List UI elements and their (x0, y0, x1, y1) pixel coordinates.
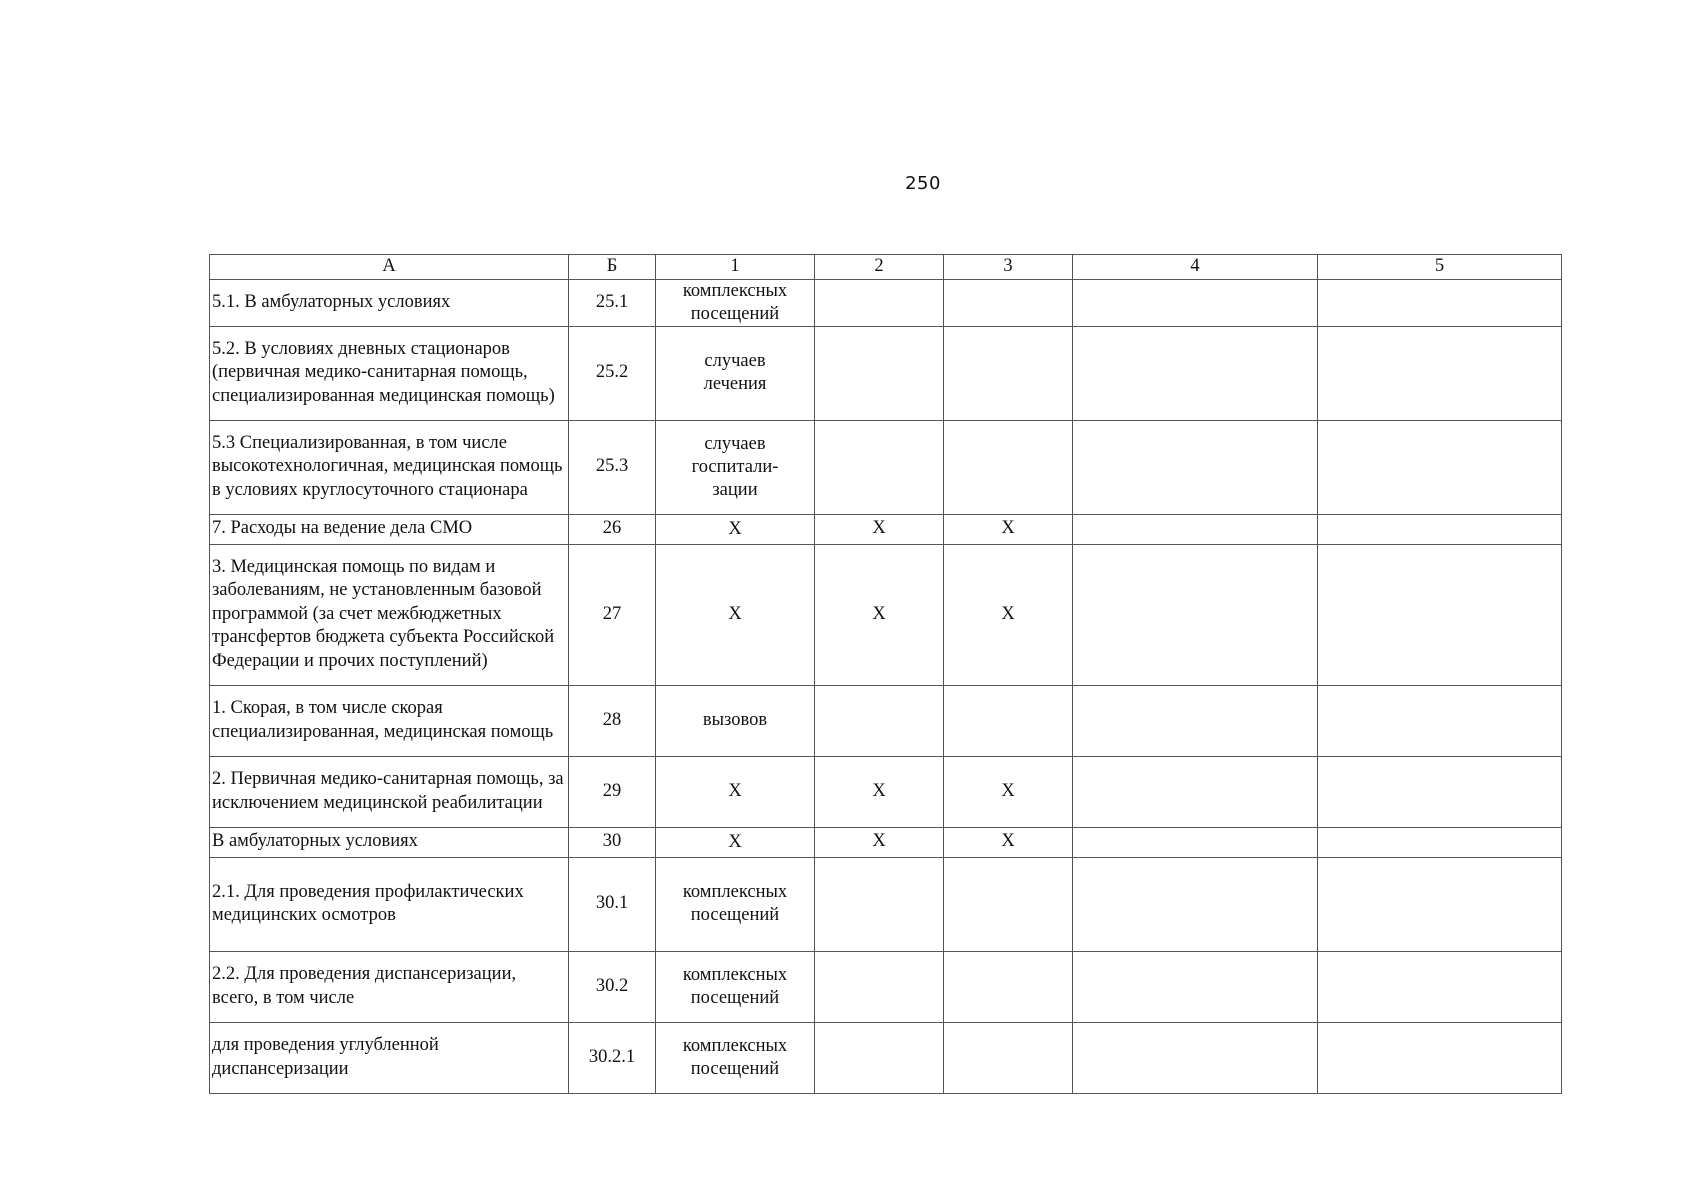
row-unit: Х (656, 756, 815, 827)
row-col-4 (1073, 951, 1318, 1022)
row-unit: Х (656, 514, 815, 544)
table-row (210, 857, 1562, 951)
row-col-4 (1073, 420, 1318, 514)
row-code: 27 (569, 544, 656, 685)
header-col-3: 3 (944, 255, 1073, 280)
row-code: 30.1 (569, 857, 656, 951)
row-col-2 (815, 951, 944, 1022)
row-unit: случаев лечения (656, 326, 815, 420)
row-col-5 (1318, 756, 1562, 827)
row-col-3: Х (944, 514, 1073, 544)
row-col-5 (1318, 951, 1562, 1022)
row-col-2 (815, 279, 944, 326)
row-col-3 (944, 279, 1073, 326)
row-unit: случаев госпитали-зации (656, 420, 815, 514)
row-col-2: Х (815, 544, 944, 685)
row-label: 7. Расходы на ведение дела СМО (210, 514, 569, 544)
table-row (210, 827, 1562, 857)
report-table (209, 254, 1562, 1094)
table-row (210, 685, 1562, 756)
header-col-b: Б (569, 255, 656, 280)
row-label: В амбулаторных условиях (210, 827, 569, 857)
table-row (210, 420, 1562, 514)
row-col-5 (1318, 685, 1562, 756)
row-code: 28 (569, 685, 656, 756)
row-unit: Х (656, 544, 815, 685)
row-col-2: Х (815, 827, 944, 857)
row-code: 25.1 (569, 279, 656, 326)
table-row (210, 544, 1562, 685)
row-label: 3. Медицинская помощь по видам и заболеваниям, не установленным базовой программой (за счет межбюджетных трансфертов бюджета субъекта Российской Федерации и прочих поступлений) (210, 544, 569, 685)
row-unit: Х (656, 827, 815, 857)
row-col-3 (944, 420, 1073, 514)
row-col-3 (944, 857, 1073, 951)
row-col-5 (1318, 1022, 1562, 1093)
row-col-3 (944, 326, 1073, 420)
row-code: 25.2 (569, 326, 656, 420)
row-col-5 (1318, 420, 1562, 514)
header-col-4: 4 (1073, 255, 1318, 280)
row-col-4 (1073, 857, 1318, 951)
row-code: 30.2.1 (569, 1022, 656, 1093)
row-label: 5.3 Специализированная, в том числе высокотехнологичная, медицинская помощь в условиях круглосуточного стационара (210, 420, 569, 514)
row-col-4 (1073, 279, 1318, 326)
header-col-a: А (210, 255, 569, 280)
header-col-1: 1 (656, 255, 815, 280)
row-col-2 (815, 1022, 944, 1093)
row-unit: вызовов (656, 685, 815, 756)
row-col-3: Х (944, 544, 1073, 685)
row-label: 2.2. Для проведения диспансеризации, всего, в том числе (210, 951, 569, 1022)
header-col-2: 2 (815, 255, 944, 280)
row-col-5 (1318, 514, 1562, 544)
page-number: 250 (905, 173, 941, 194)
table-row (210, 951, 1562, 1022)
table-row (210, 326, 1562, 420)
row-col-4 (1073, 1022, 1318, 1093)
row-label: для проведения углубленной диспансеризации (210, 1022, 569, 1093)
row-label: 5.1. В амбулаторных условиях (210, 279, 569, 326)
row-col-5 (1318, 544, 1562, 685)
table-row (210, 756, 1562, 827)
row-unit: комплексных посещений (656, 1022, 815, 1093)
row-col-3 (944, 951, 1073, 1022)
row-col-5 (1318, 326, 1562, 420)
table-row (210, 279, 1562, 326)
row-label: 2. Первичная медико-санитарная помощь, за исключением медицинской реабилитации (210, 756, 569, 827)
row-code: 30 (569, 827, 656, 857)
row-col-2: Х (815, 514, 944, 544)
row-col-3: Х (944, 756, 1073, 827)
header-row (210, 255, 1562, 280)
row-col-2 (815, 685, 944, 756)
row-label: 2.1. Для проведения профилактических медицинских осмотров (210, 857, 569, 951)
row-col-4 (1073, 326, 1318, 420)
row-unit: комплексных посещений (656, 279, 815, 326)
row-code: 30.2 (569, 951, 656, 1022)
row-col-4 (1073, 514, 1318, 544)
row-unit: комплексных посещений (656, 951, 815, 1022)
header-col-5: 5 (1318, 255, 1562, 280)
row-col-2: Х (815, 756, 944, 827)
row-label: 1. Скорая, в том числе скорая специализированная, медицинская помощь (210, 685, 569, 756)
row-col-4 (1073, 827, 1318, 857)
row-col-5 (1318, 857, 1562, 951)
row-col-4 (1073, 544, 1318, 685)
row-code: 25.3 (569, 420, 656, 514)
row-label: 5.2. В условиях дневных стационаров (первичная медико-санитарная помощь, специализированная медицинская помощь) (210, 326, 569, 420)
row-code: 26 (569, 514, 656, 544)
row-col-3 (944, 685, 1073, 756)
row-col-2 (815, 420, 944, 514)
row-code: 29 (569, 756, 656, 827)
row-col-3: Х (944, 827, 1073, 857)
row-col-5 (1318, 279, 1562, 326)
row-col-4 (1073, 685, 1318, 756)
row-col-2 (815, 326, 944, 420)
row-unit: комплексных посещений (656, 857, 815, 951)
row-col-5 (1318, 827, 1562, 857)
row-col-3 (944, 1022, 1073, 1093)
row-col-4 (1073, 756, 1318, 827)
row-col-2 (815, 857, 944, 951)
table-row (210, 514, 1562, 544)
table-row (210, 1022, 1562, 1093)
